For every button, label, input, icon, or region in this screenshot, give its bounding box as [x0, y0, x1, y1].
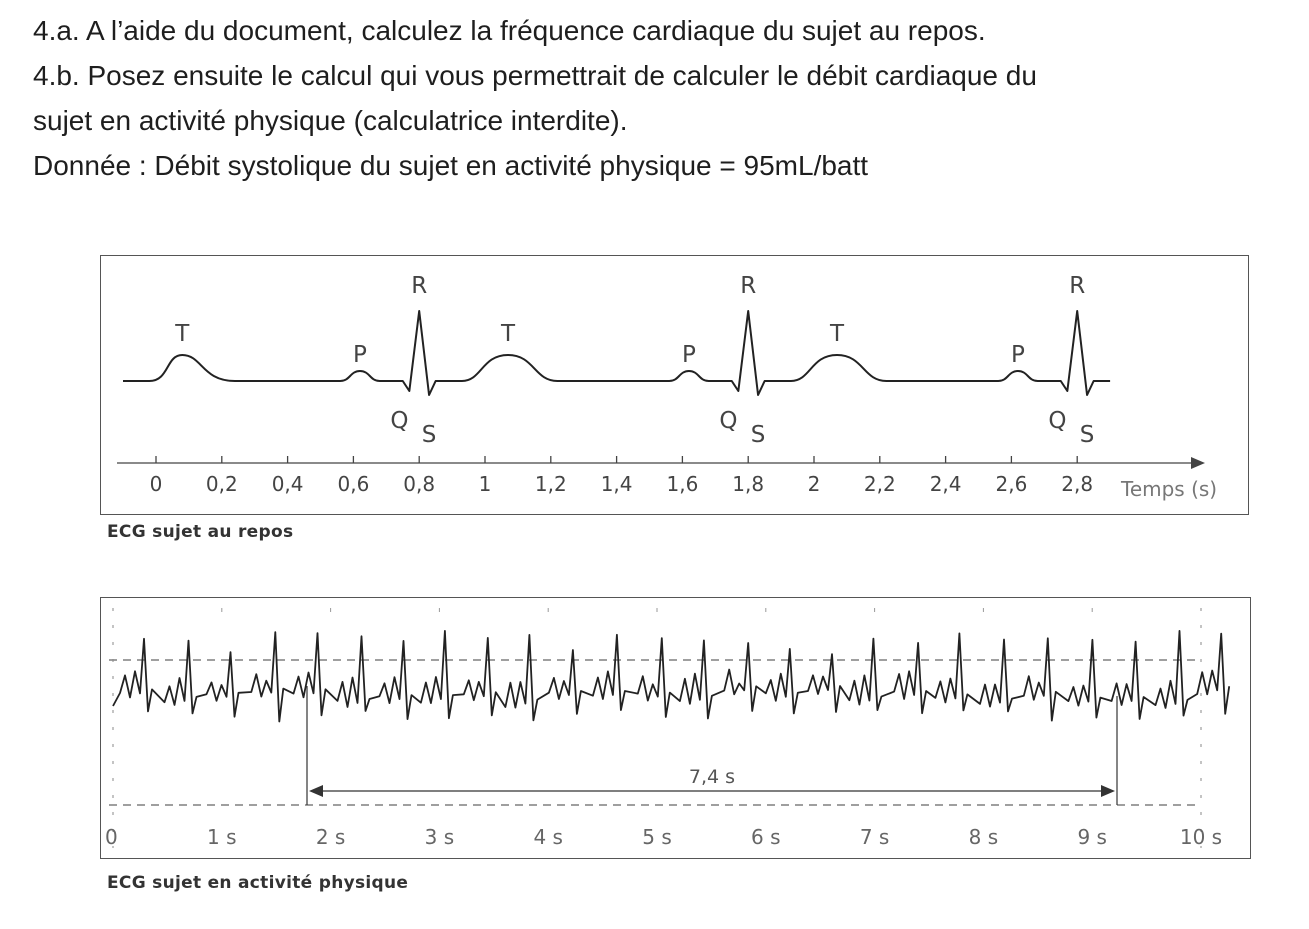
time-axis-tick-label: 9 s [1077, 825, 1107, 849]
wave-label: T [175, 321, 190, 347]
time-axis-tick-label: 4 s [533, 825, 563, 849]
wave-label: P [1011, 342, 1025, 368]
measure-label: 7,4 s [688, 766, 736, 788]
wave-label: Q [1048, 408, 1067, 434]
given-data: Donnée : Débit systolique du sujet en activité physique = 95mL/batt [33, 150, 869, 181]
time-axis-tick-label: 0,8 [403, 472, 436, 496]
wave-label: S [750, 422, 766, 448]
time-axis-tick-label: 1,8 [732, 472, 765, 496]
wave-label: P [682, 342, 696, 368]
time-axis-arrow [1191, 457, 1205, 469]
time-axis-tick-label: 6 s [751, 825, 781, 849]
wave-label: T [500, 321, 516, 347]
time-axis-tick-label: 2,2 [863, 472, 896, 496]
wave-label: Q [390, 408, 409, 434]
time-axis-tick-label: 0,6 [337, 472, 370, 496]
ecg-rest-trace [123, 311, 1110, 395]
wave-label: S [1079, 422, 1095, 448]
time-axis-tick-label: 1 [478, 472, 492, 496]
wave-label: S [421, 422, 437, 448]
time-axis-tick-label: 10 s [1179, 825, 1223, 849]
question-4b-line2: sujet en activité physique (calculatrice interdite). [33, 105, 628, 136]
wave-label: R [1069, 273, 1086, 299]
time-axis-tick-label: 0,2 [205, 472, 238, 496]
time-axis-tick-label: 2 [807, 472, 821, 496]
ecg-rest-chart [101, 256, 1248, 514]
time-axis-tick-label: 1 s [207, 825, 237, 849]
time-axis-tick-label: 7 s [859, 825, 890, 849]
time-axis-tick-label: 8 s [968, 825, 999, 849]
time-axis-tick-label: 2 s [315, 825, 346, 849]
time-axis-tick-label: 1,2 [534, 472, 567, 496]
time-axis-label: Temps (s) [1121, 477, 1218, 501]
ecg-rest-panel [100, 255, 1249, 515]
time-axis-tick-label: 0 [149, 472, 163, 496]
question-4b-line1: 4.b. Posez ensuite le calcul qui vous permettrait de calculer le débit cardiaque du [33, 60, 1037, 91]
ecg-activity-trace [113, 631, 1229, 722]
time-axis-tick-label: 1,6 [666, 472, 699, 496]
wave-label: P [353, 342, 367, 368]
question-4a: 4.a. A l’aide du document, calculez la fréquence cardiaque du sujet au repos. [33, 15, 986, 46]
wave-label: R [411, 273, 428, 299]
time-axis-tick-label: 3 s [424, 825, 455, 849]
measure-arrow-right-head [1101, 785, 1115, 797]
time-axis-tick-label: 0,4 [271, 472, 304, 496]
time-axis-tick-label: 5 s [642, 825, 672, 849]
time-axis-tick-label: 2,8 [1061, 472, 1094, 496]
time-axis-tick-label: 2,4 [929, 472, 962, 496]
questions-block [33, 8, 1293, 188]
ecg-rest-caption: ECG sujet au repos [107, 522, 294, 542]
ecg-activity-chart [101, 598, 1250, 858]
ecg-activity-caption: ECG sujet en activité physique [107, 873, 409, 893]
wave-label: R [740, 273, 757, 299]
wave-label: Q [719, 408, 738, 434]
wave-label: T [829, 321, 845, 347]
time-axis-tick-label: 1,4 [600, 472, 633, 496]
measure-arrow-left-head [309, 785, 323, 797]
time-axis-tick-label: 2,6 [995, 472, 1028, 496]
time-axis-tick-label: 0 [105, 825, 118, 849]
ecg-activity-panel [100, 597, 1251, 859]
